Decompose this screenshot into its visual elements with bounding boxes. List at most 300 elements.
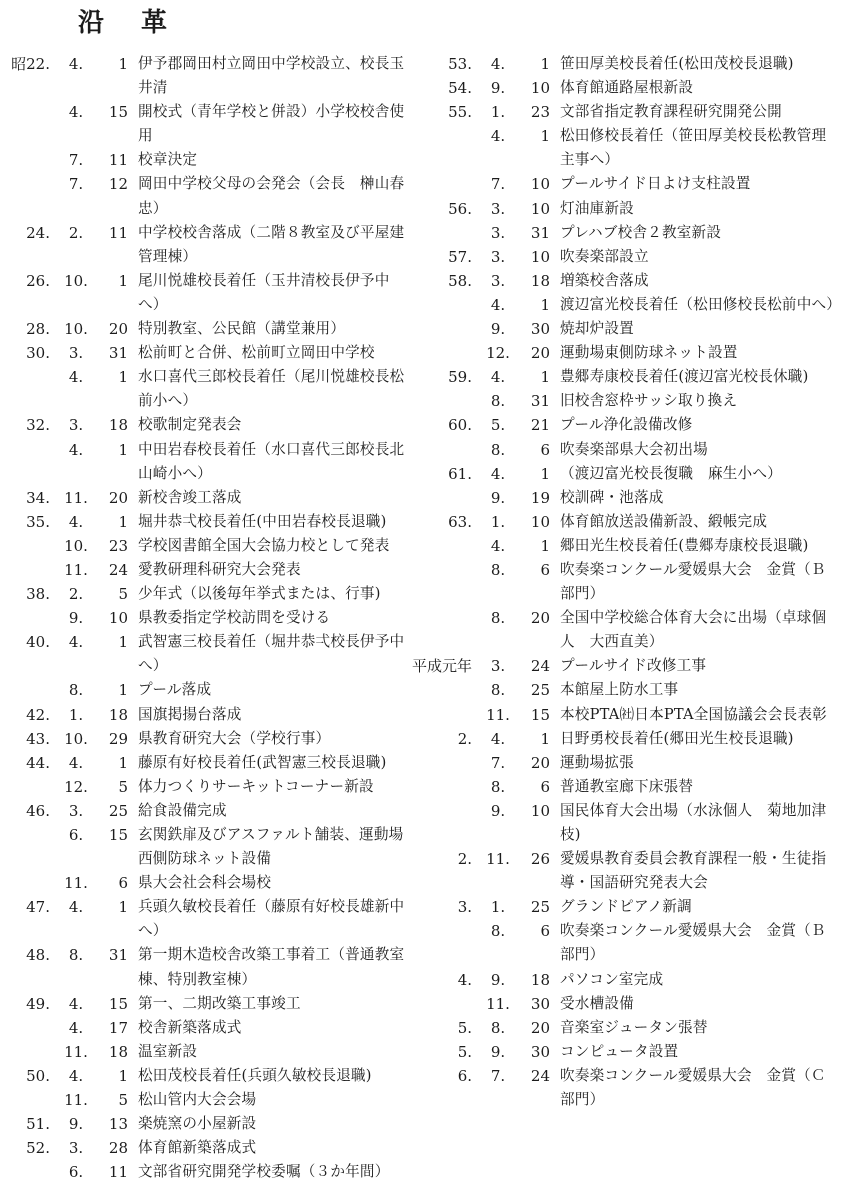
history-entry [420, 245, 840, 269]
history-entry [0, 582, 410, 606]
history-entry [420, 293, 840, 317]
day-label: 15 [530, 705, 550, 724]
day-label: 5 [118, 1091, 128, 1110]
day-label: 15 [108, 103, 128, 122]
month-label: 7. [68, 175, 84, 194]
history-entry [0, 1016, 410, 1040]
day-label: 20 [530, 344, 550, 363]
era-label: 47. [26, 898, 50, 917]
entry-text: 尾川悦雄校長着任（玉井清校長伊予中へ） [138, 271, 390, 313]
entry-date [420, 510, 552, 534]
history-entry [420, 269, 840, 293]
history-column-left [0, 52, 410, 1184]
entry-text: 松田修校長着任（笹田厚美校長松教管理主事へ） [560, 127, 827, 169]
entry-date [0, 317, 130, 341]
entry-text: 校章決定 [138, 151, 198, 169]
history-entry [0, 148, 410, 172]
entry-text: 旧校舎窓枠サッシ取り換え [560, 392, 738, 410]
history-entry [420, 365, 840, 389]
day-label: 20 [108, 488, 128, 507]
day-label: 25 [530, 681, 550, 700]
history-entry [0, 751, 410, 775]
history-entry [0, 703, 410, 727]
entry-text: 松山管内大会会場 [138, 1091, 257, 1109]
entry-date [420, 558, 552, 582]
history-entry [420, 124, 840, 172]
day-label: 15 [108, 826, 128, 844]
day-label: 1 [540, 295, 550, 314]
history-entry [0, 823, 410, 871]
day-label: 31 [108, 946, 128, 965]
entry-text: 増築校舎落成 [560, 271, 649, 289]
history-entry [420, 197, 840, 221]
entry-date [420, 606, 552, 630]
history-entry [0, 341, 410, 365]
era-label: 57. [448, 247, 472, 266]
history-entry [420, 100, 840, 124]
day-label: 1 [118, 271, 128, 290]
day-label: 5 [118, 777, 128, 796]
entry-date [420, 1016, 552, 1040]
entry-date [0, 1160, 130, 1184]
entry-text: 少年式（以後毎年挙式または、行事) [138, 585, 381, 603]
day-label: 1 [118, 898, 128, 917]
entry-date [0, 871, 130, 895]
entry-date [0, 1016, 130, 1040]
day-label: 1 [118, 753, 128, 772]
history-entry [420, 678, 840, 702]
entry-date [420, 534, 552, 558]
month-label: 9. [68, 1115, 84, 1134]
entry-date [411, 654, 552, 678]
era-label: 5. [457, 1042, 472, 1061]
month-label: 2. [68, 585, 84, 604]
entry-text: 藤原有好校長着任(武智憲三校長退職) [138, 753, 387, 771]
entry-text: 兵頭久敏校長着任（藤原有好校長雄新中へ） [138, 898, 405, 940]
history-entry [0, 895, 410, 943]
era-label: 42. [26, 705, 50, 724]
month-label: 11. [64, 874, 88, 893]
day-label: 1 [118, 440, 128, 459]
month-label: 4. [490, 464, 506, 483]
day-label: 10 [530, 175, 550, 194]
month-label: 10. [64, 271, 88, 290]
entry-date [0, 775, 130, 799]
month-label: 3. [68, 344, 84, 363]
day-label: 1 [118, 633, 128, 652]
entry-date [0, 678, 130, 702]
era-label: 2. [457, 850, 472, 869]
era-label: 32. [26, 416, 50, 435]
month-label: 9. [490, 970, 506, 989]
day-label: 10 [530, 801, 550, 820]
history-entry [420, 317, 840, 341]
entry-text: パソコン室完成 [560, 970, 664, 988]
history-entry [0, 606, 410, 630]
entry-date [420, 462, 552, 486]
day-label: 10 [530, 79, 550, 98]
entry-date [0, 606, 130, 630]
day-label: 12 [108, 175, 128, 194]
history-entry [420, 727, 840, 751]
era-label: 48. [26, 946, 50, 965]
entry-text: 堀井恭弌校長着任(中田岩春校長退職) [138, 512, 387, 530]
entry-date [0, 751, 130, 775]
era-label: 38. [26, 585, 50, 604]
entry-date [0, 100, 130, 124]
entry-text: 温室新設 [138, 1042, 198, 1060]
history-entry [420, 919, 840, 967]
day-label: 1 [540, 536, 550, 555]
month-label: 8. [490, 392, 506, 411]
day-label: 30 [530, 320, 550, 339]
era-label: 6. [457, 1066, 472, 1085]
entry-text: プールサイド日よけ支柱設置 [560, 175, 751, 193]
entry-date [0, 799, 130, 823]
history-entry [0, 413, 410, 437]
entry-text: 国旗掲揚台落成 [138, 705, 242, 723]
month-label: 1. [490, 898, 506, 917]
entry-text: 給食設備完成 [138, 801, 227, 819]
entry-date [0, 727, 130, 751]
month-label: 3. [490, 247, 506, 266]
entry-text: 特別教室、公民館（講堂兼用） [138, 320, 346, 338]
month-label: 8. [490, 560, 506, 579]
month-label: 4. [68, 1018, 84, 1037]
entry-text: 水口喜代三郎校長着任（尾川悦雄校長松前小へ） [138, 368, 405, 410]
history-entry [420, 847, 840, 895]
month-label: 11. [64, 488, 88, 507]
day-label: 11 [108, 1163, 128, 1182]
entry-text: コンピュータ設置 [560, 1042, 679, 1060]
era-label: 5. [457, 1018, 472, 1037]
entry-date [420, 341, 552, 365]
month-label: 3. [490, 271, 506, 290]
entry-date [420, 76, 552, 100]
history-entry [0, 510, 410, 534]
month-label: 4. [68, 633, 84, 652]
month-label: 8. [490, 777, 506, 796]
entry-date [420, 221, 552, 245]
month-label: 4. [68, 55, 84, 73]
history-entry [420, 486, 840, 510]
entry-text: 体育館新築落成式 [138, 1139, 257, 1157]
entry-date [420, 799, 552, 823]
entry-text: 豊郷寿康校長着任(渡辺富光校長休職) [560, 368, 809, 386]
entry-text: 灯油庫新設 [560, 199, 634, 217]
entry-text: 吹奏楽部県大会初出場 [560, 440, 708, 458]
history-entry [411, 654, 840, 678]
history-entry [0, 775, 410, 799]
month-label: 7. [68, 151, 84, 170]
era-label: 52. [26, 1139, 50, 1158]
entry-date [420, 486, 552, 510]
history-entry [420, 558, 840, 606]
entry-text: 中学校校舎落成（二階８教室及び平屋建管理棟） [138, 223, 405, 265]
month-label: 9. [490, 320, 506, 339]
era-label: 56. [448, 199, 472, 218]
history-entry [0, 871, 410, 895]
entry-date [0, 52, 130, 76]
entry-date [0, 823, 130, 847]
history-entry [0, 172, 410, 220]
day-label: 25 [530, 898, 550, 917]
history-entry [0, 486, 410, 510]
month-label: 8. [490, 440, 506, 459]
month-label: 3. [490, 657, 506, 676]
day-label: 24 [530, 1066, 550, 1085]
month-label: 11. [64, 560, 88, 579]
era-label: 30. [26, 344, 50, 363]
entry-text: （渡辺富光校長復職 麻生小へ） [560, 464, 782, 482]
history-entry [0, 1112, 410, 1136]
history-entry [0, 100, 410, 148]
history-entry [0, 438, 410, 486]
entry-text: 第一期木造校舎改築工事着工（普通教室棟、特別教室棟） [138, 946, 405, 988]
history-entry [420, 751, 840, 775]
entry-date [0, 269, 130, 293]
day-label: 21 [530, 416, 550, 435]
history-entry [0, 558, 410, 582]
day-label: 31 [530, 223, 550, 242]
entry-text: 体育館通路屋根新設 [560, 79, 694, 97]
history-entry [420, 462, 840, 486]
entry-text: 県教委指定学校訪問を受ける [138, 609, 331, 627]
day-label: 15 [108, 994, 128, 1013]
entry-date [420, 1064, 552, 1088]
entry-date [420, 678, 552, 702]
era-label: 35. [26, 512, 50, 531]
era-label: 49. [26, 994, 50, 1013]
month-label: 2. [68, 223, 84, 242]
entry-date [0, 630, 130, 654]
month-label: 8. [68, 681, 84, 700]
era-label: 28. [26, 320, 50, 339]
month-label: 7. [490, 753, 506, 772]
entry-text: 新校舎竣工落成 [138, 488, 242, 506]
entry-date [420, 269, 552, 293]
entry-date [420, 727, 552, 751]
day-label: 18 [530, 271, 550, 290]
history-entry [420, 389, 840, 413]
day-label: 19 [530, 488, 550, 507]
entry-date [420, 438, 552, 462]
month-label: 10. [64, 536, 88, 555]
entry-text: 校訓碑・池落成 [560, 488, 664, 506]
month-label: 11. [64, 1042, 88, 1061]
entry-date [0, 148, 130, 172]
month-label: 8. [490, 922, 506, 941]
entry-date [0, 943, 130, 967]
era-label: 60. [448, 416, 472, 435]
era-label: 61. [448, 464, 472, 483]
era-label: 59. [448, 368, 472, 387]
history-entry [420, 968, 840, 992]
history-entry [420, 438, 840, 462]
month-label: 9. [490, 488, 506, 507]
month-label: 4. [68, 1066, 84, 1085]
history-entry [0, 1064, 410, 1088]
entry-date [420, 172, 552, 196]
era-label: 34. [26, 488, 50, 507]
history-entry [420, 221, 840, 245]
entry-text: 本校PTA㈳日本PTA全国協議会会長表彰 [560, 705, 827, 723]
entry-text: 松田茂校長着任(兵頭久敏校長退職) [138, 1066, 372, 1084]
month-label: 4. [490, 536, 506, 555]
entry-date [0, 992, 130, 1016]
era-label: 4. [457, 970, 472, 989]
month-label: 8. [490, 1018, 506, 1037]
history-entry [0, 1040, 410, 1064]
entry-date [420, 847, 552, 871]
entry-text: 運動場拡張 [560, 753, 634, 771]
entry-date [420, 100, 552, 124]
era-label: 63. [448, 512, 472, 531]
entry-text: 本館屋上防水工事 [560, 681, 679, 699]
history-entry [0, 52, 410, 100]
month-label: 4. [490, 729, 506, 748]
month-label: 12. [64, 777, 88, 796]
history-entry [420, 534, 840, 558]
entry-text: 吹奏楽コンクール愛媛県大会 金賞（Ｂ部門） [560, 560, 826, 603]
month-label: 4. [490, 55, 506, 73]
day-label: 20 [108, 320, 128, 339]
day-label: 1 [118, 55, 128, 73]
entry-date [420, 365, 552, 389]
history-entry [0, 992, 410, 1016]
history-column-right [411, 52, 842, 1112]
era-label: 昭22. [11, 55, 50, 73]
month-label: 4. [68, 440, 84, 459]
day-label: 1 [118, 681, 128, 700]
month-label: 11. [64, 1091, 88, 1110]
entry-date [420, 293, 552, 317]
entry-text: 県大会社会科会場校 [138, 874, 272, 892]
era-label: 3. [457, 898, 472, 917]
entry-date [420, 1040, 552, 1064]
day-label: 1 [118, 1066, 128, 1085]
month-label: 6. [68, 826, 84, 844]
month-label: 4. [68, 368, 84, 387]
entry-text: 松前町と合併、松前町立岡田中学校 [138, 344, 375, 362]
entry-date [0, 895, 130, 919]
day-label: 24 [530, 657, 550, 676]
entry-date [420, 919, 552, 943]
entry-text: 武智憲三校長着任（堀井恭弌校長伊予中へ） [138, 633, 405, 675]
history-entry [0, 799, 410, 823]
entry-date [0, 534, 130, 558]
day-label: 1 [540, 464, 550, 483]
month-label: 6. [68, 1163, 84, 1182]
era-label: 58. [448, 271, 472, 290]
day-label: 25 [108, 801, 128, 820]
day-label: 31 [108, 344, 128, 363]
history-entry [420, 76, 840, 100]
entry-text: 焼却炉設置 [560, 320, 634, 338]
entry-text: 運動場東側防球ネット設置 [560, 344, 738, 362]
entry-date [0, 1088, 130, 1112]
history-entry [0, 943, 410, 991]
day-label: 18 [108, 705, 128, 724]
history-entry [420, 606, 840, 654]
month-label: 3. [68, 1139, 84, 1158]
entry-text: 体力つくりサーキットコーナー新設 [138, 777, 374, 795]
month-label: 4. [490, 295, 506, 314]
history-entry [0, 534, 410, 558]
history-entry [0, 1160, 410, 1184]
month-label: 9. [490, 801, 506, 820]
day-label: 20 [530, 753, 550, 772]
day-label: 10 [530, 512, 550, 531]
entry-date [420, 751, 552, 775]
month-label: 3. [490, 199, 506, 218]
day-label: 30 [530, 1042, 550, 1061]
entry-text: 愛媛県教育委員会教育課程一般・生徒指導・国語研究発表大会 [560, 850, 827, 892]
era-label: 55. [448, 103, 472, 122]
month-label: 5. [490, 416, 506, 435]
era-label: 2. [457, 729, 472, 748]
month-label: 9. [490, 79, 506, 98]
history-entry [0, 317, 410, 341]
entry-text: 学校図書館全国大会協力校として発表 [138, 536, 390, 554]
entry-date [0, 558, 130, 582]
month-label: 8. [68, 946, 84, 965]
day-label: 13 [108, 1115, 128, 1134]
day-label: 23 [108, 536, 128, 555]
history-entry [0, 269, 410, 317]
entry-date [0, 486, 130, 510]
entry-text: 吹奏楽部設立 [560, 247, 649, 265]
history-entry [420, 341, 840, 365]
day-label: 6 [540, 560, 550, 579]
entry-text: グランドピアノ新調 [560, 898, 692, 916]
day-label: 1 [540, 368, 550, 387]
entry-date [420, 317, 552, 341]
era-label: 54. [448, 79, 472, 98]
entry-date [0, 510, 130, 534]
entry-text: 伊予郡岡田村立岡田中学校設立、校長玉井清 [138, 55, 405, 97]
month-label: 4. [68, 753, 84, 772]
history-entry [420, 799, 840, 847]
month-label: 11. [486, 994, 510, 1013]
entry-date [0, 438, 130, 462]
day-label: 10 [530, 247, 550, 266]
month-label: 3. [68, 416, 84, 435]
month-label: 3. [490, 223, 506, 242]
entry-text: 音楽室ジュータン張替 [560, 1018, 708, 1036]
entry-text: 吹奏楽コンクール愛媛県大会 金賞（Ｃ部門） [560, 1066, 826, 1109]
month-label: 9. [68, 609, 84, 628]
day-label: 11 [108, 151, 128, 170]
month-label: 7. [490, 1066, 506, 1085]
entry-text: 郷田光生校長着任(豊郷寿康校長退職) [560, 536, 809, 554]
day-label: 17 [108, 1018, 128, 1037]
day-label: 6 [540, 922, 550, 941]
entry-text: 全国中学校総合体育大会に出場（卓球個人 大西直美） [560, 609, 827, 651]
month-label: 10. [64, 729, 88, 748]
day-label: 24 [108, 560, 128, 579]
history-entry [420, 172, 840, 196]
day-label: 20 [530, 1018, 550, 1037]
day-label: 29 [108, 729, 128, 748]
entry-date [0, 1136, 130, 1160]
history-entry [420, 1040, 840, 1064]
day-label: 5 [118, 585, 128, 604]
day-label: 18 [108, 416, 128, 435]
entry-text: 県教育研究大会（学校行事） [138, 729, 331, 747]
history-entry [420, 52, 840, 76]
day-label: 6 [540, 777, 550, 796]
